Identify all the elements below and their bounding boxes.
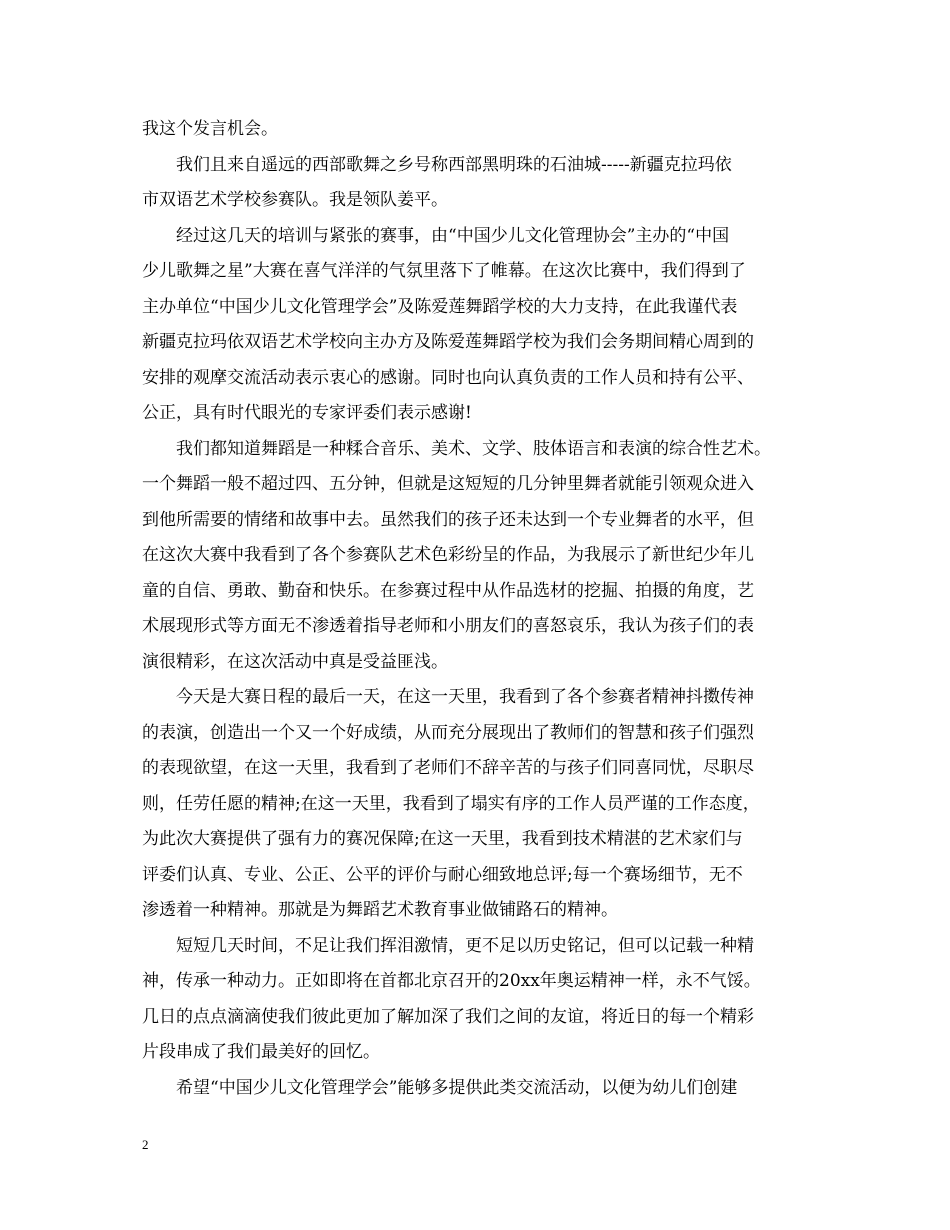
text-line: 演很精彩，在这次活动中真是受益匪浅。 [142, 651, 448, 672]
paragraph-start: 希望“中国少儿文化管理学会”能够多提供此类交流活动，以便为幼儿们创建 [176, 1077, 738, 1098]
text-line: 到他所需要的情绪和故事中去。虽然我们的孩子还未达到一个专业舞者的水平，但 [142, 509, 754, 530]
paragraph-start: 经过这几天的培训与紧张的赛事，由“中国少儿文化管理协会”主办的“中国 [176, 225, 730, 246]
document-body [142, 112, 822, 1106]
text-line: 新疆克拉玛依双语艺术学校向主办方及陈爱莲舞蹈学校为我们会务期间精心周到的 [142, 332, 754, 352]
paragraph-start: 短短几天时间，不足让我们挥泪激情，更不足以历史铭记，但可以记载一种精 [176, 935, 754, 956]
text-line: 神，传承一种动力。正如即将在首都北京召开的20xx年奥运精神一样，永不气馁。 [142, 971, 761, 991]
text-line: 童的自信、勇敢、勤奋和快乐。在参赛过程中从作品选材的挖掘、拍摄的角度，艺 [142, 580, 754, 601]
text-line: 市双语艺术学校参赛队。我是领队姜平。 [142, 190, 448, 210]
text-line: 渗透着一种精神。那就是为舞蹈艺术教育事业做铺路石的精神。 [142, 900, 618, 920]
page-number: 2 [142, 1137, 149, 1152]
paragraph-start: 我们都知道舞蹈是一种糅合音乐、美术、文学、肢体语言和表演的综合性艺术。 [176, 438, 771, 459]
text-line: 的表演，创造出一个又一个好成绩，从而充分展现出了教师们的智慧和孩子们强烈 [142, 722, 754, 743]
text-line: 为此次大赛提供了强有力的赛况保障;在这一天里，我看到技术精湛的艺术家们与 [142, 829, 743, 849]
text-line: 在这次大赛中我看到了各个参赛队艺术色彩纷呈的作品，为我展示了新世纪少年儿 [142, 545, 754, 565]
text-line: 安排的观摩交流活动表示衷心的感谢。同时也向认真负责的工作人员和持有公平、 [142, 367, 754, 388]
text-line: 一个舞蹈一般不超过四、五分钟，但就是这短短的几分钟里舞者就能引领观众进入 [142, 474, 754, 494]
text-line: 公正，具有时代眼光的专家评委们表示感谢! [142, 403, 472, 423]
text-line: 几日的点点滴滴使我们彼此更加了解加深了我们之间的友谊，将近日的每一个精彩 [142, 1006, 754, 1027]
text-line: 片段串成了我们最美好的回忆。 [142, 1042, 380, 1062]
paragraph-start: 我们且来自遥远的西部歌舞之乡号称西部黑明珠的石油城-----新疆克拉玛依 [176, 154, 732, 175]
text-line: 我这个发言机会。 [142, 119, 278, 139]
text-line: 则，任劳任愿的精神;在这一天里，我看到了塌实有序的工作人员严谨的工作态度， [142, 793, 760, 814]
text-line: 评委们认真、专业、公正、公平的评价与耐心细致地总评;每一个赛场细节，无不 [142, 864, 743, 885]
paragraph-start: 今天是大赛日程的最后一天，在这一天里，我看到了各个参赛者精神抖擞传神 [176, 687, 754, 707]
text-line: 的表现欲望，在这一天里，我看到了老师们不辞辛苦的与孩子们同喜同忧，尽职尽 [142, 758, 754, 778]
text-line: 术展现形式等方面无不渗透着指导老师和小朋友们的喜怒哀乐，我认为孩子们的表 [142, 616, 754, 636]
text-line: 少儿歌舞之星”大赛在喜气洋洋的气氛里落下了帷幕。在这次比赛中，我们得到了 [142, 261, 746, 281]
text-line: 主办单位“中国少儿文化管理学会”及陈爱莲舞蹈学校的大力支持，在此我谨代表 [142, 296, 738, 317]
